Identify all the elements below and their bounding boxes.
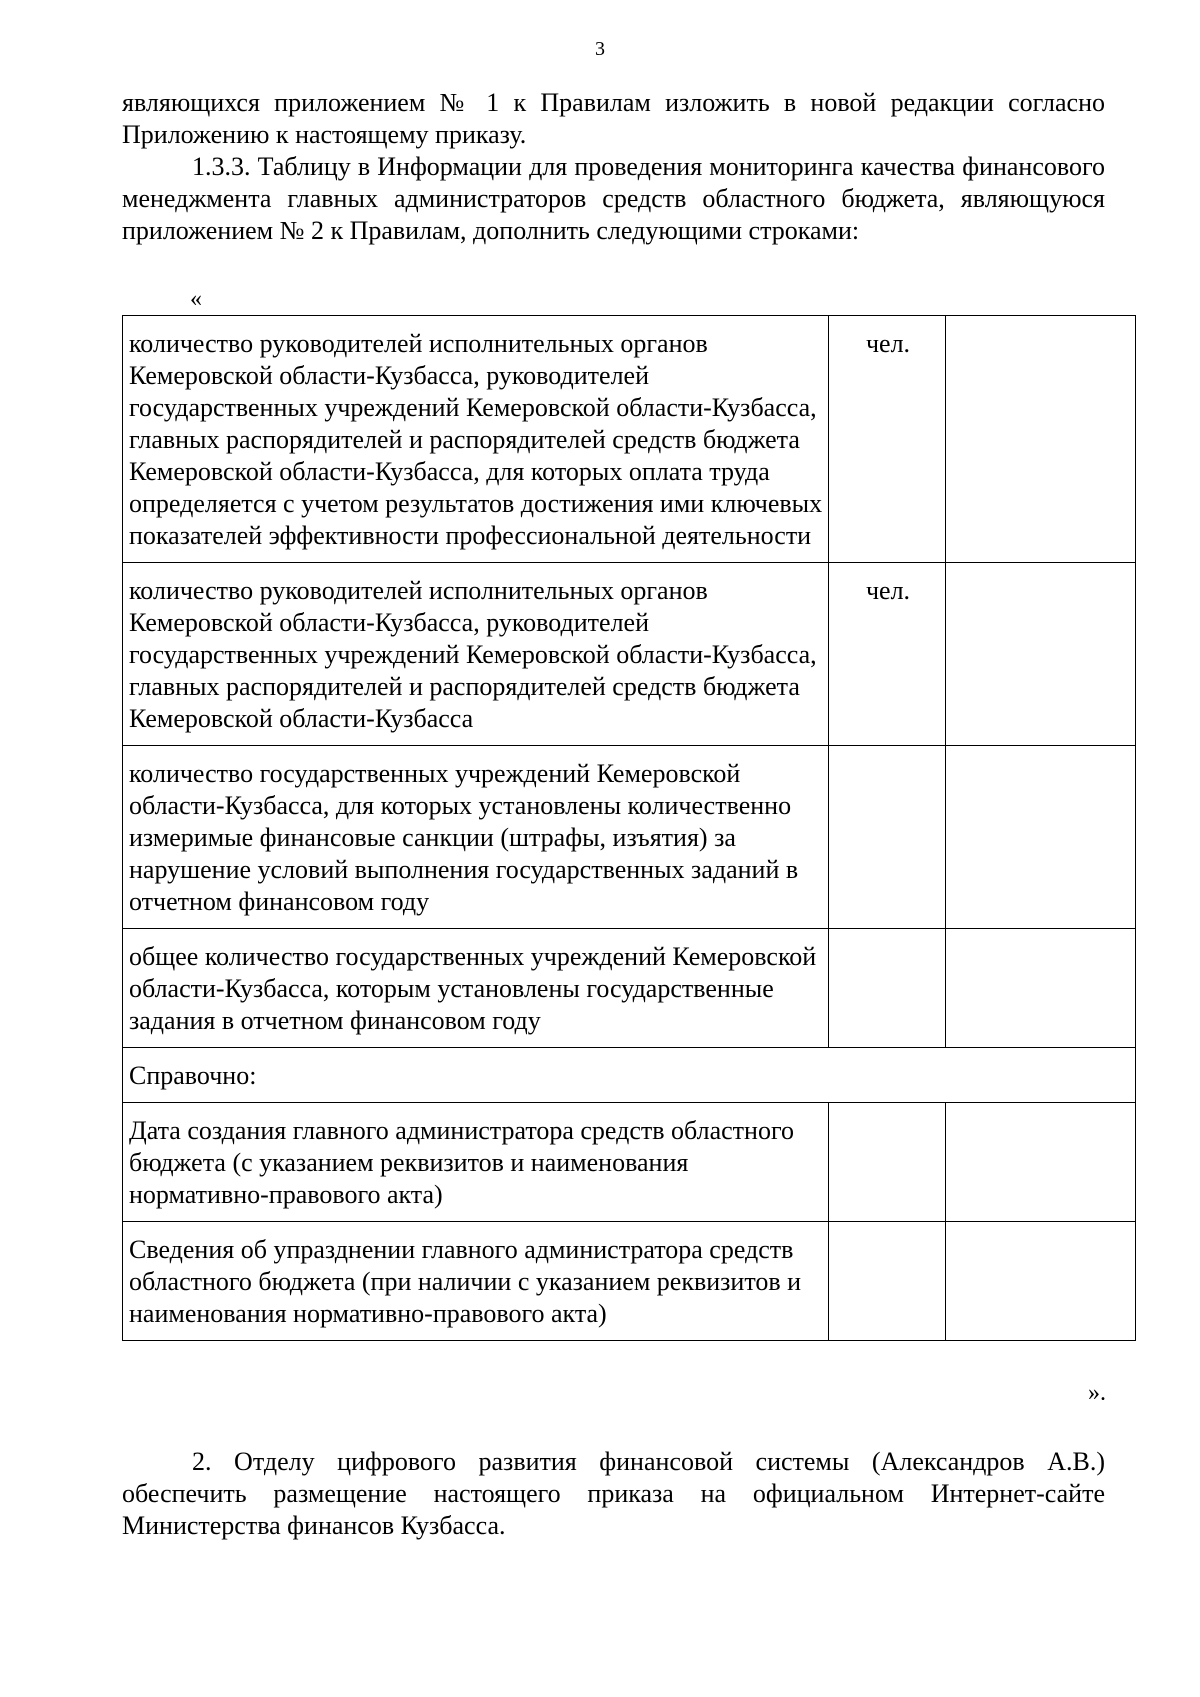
value-cell [946, 1222, 1136, 1341]
value-cell [946, 563, 1136, 746]
indicator-cell: количество руководителей исполнительных органов Кемеровской области-Кузбасса, руководителей государственных учреждений Кемеровской области-Кузбасса, главных распорядителей и распорядителей средств бюджета Кемеровской области-Кузбасса [123, 563, 829, 746]
indicator-cell: количество государственных учреждений Кемеровской области-Кузбасса, для которых установлены количественно измеримые финансовые санкции (штрафы, изъятия) за нарушение условий выполнения государственных заданий в отчетном финансовом году [123, 746, 829, 929]
closing-quote: ». [1088, 1380, 1106, 1406]
value-cell [946, 316, 1136, 563]
table-row [123, 1222, 1136, 1341]
unit-cell: чел. [829, 563, 946, 746]
unit-cell [829, 929, 946, 1048]
value-cell [946, 746, 1136, 929]
indicator-cell: количество руководителей исполнительных органов Кемеровской области-Кузбасса, руководителей государственных учреждений Кемеровской области-Кузбасса, главных распорядителей и распорядителей средств бюджета Кемеровской области-Кузбасса, для которых оплата труда определяется с учетом результатов достижения ими ключевых показателей эффективности профессиональной деятельности [123, 316, 829, 563]
intro-text [122, 87, 1105, 247]
unit-cell [829, 746, 946, 929]
indicator-cell: общее количество государственных учреждений Кемеровской области-Кузбасса, которым установлены государственные задания в отчетном финансовом году [123, 929, 829, 1048]
table-row [123, 746, 1136, 929]
closing-paragraph: 2. Отделу цифрового развития финансовой системы (Александров А.В.) обеспечить размещение настоящего приказа на официальном Интернет-сайте Министерства финансов Кузбасса. [122, 1447, 1105, 1540]
indicators-table [122, 315, 1136, 1341]
unit-cell [829, 1103, 946, 1222]
reference-label: Справочно: [123, 1048, 1136, 1103]
intro-paragraph-2: 1.3.3. Таблицу в Информации для проведения мониторинга качества финансового менеджмента главных администраторов средств областного бюджета, являющуюся приложением № 2 к Правилам, дополнить следующими строками: [122, 152, 1105, 245]
indicator-cell: Дата создания главного администратора средств областного бюджета (с указанием реквизитов и наименования нормативно-правового акта) [123, 1103, 829, 1222]
indicator-cell: Сведения об упразднении главного администратора средств областного бюджета (при наличии с указанием реквизитов и наименования нормативно-правового акта) [123, 1222, 829, 1341]
table-row [123, 563, 1136, 746]
table-row [123, 1103, 1136, 1222]
table-row [123, 929, 1136, 1048]
value-cell [946, 1103, 1136, 1222]
page-number: 3 [595, 38, 605, 60]
unit-cell [829, 1222, 946, 1341]
reference-header-row [123, 1048, 1136, 1103]
unit-cell: чел. [829, 316, 946, 563]
opening-quote: « [190, 286, 202, 312]
table-row [123, 316, 1136, 563]
closing-text [122, 1446, 1105, 1542]
value-cell [946, 929, 1136, 1048]
intro-paragraph-1: являющихся приложением № 1 к Правилам изложить в новой редакции согласно Приложению к настоящему приказу. [122, 88, 1105, 149]
